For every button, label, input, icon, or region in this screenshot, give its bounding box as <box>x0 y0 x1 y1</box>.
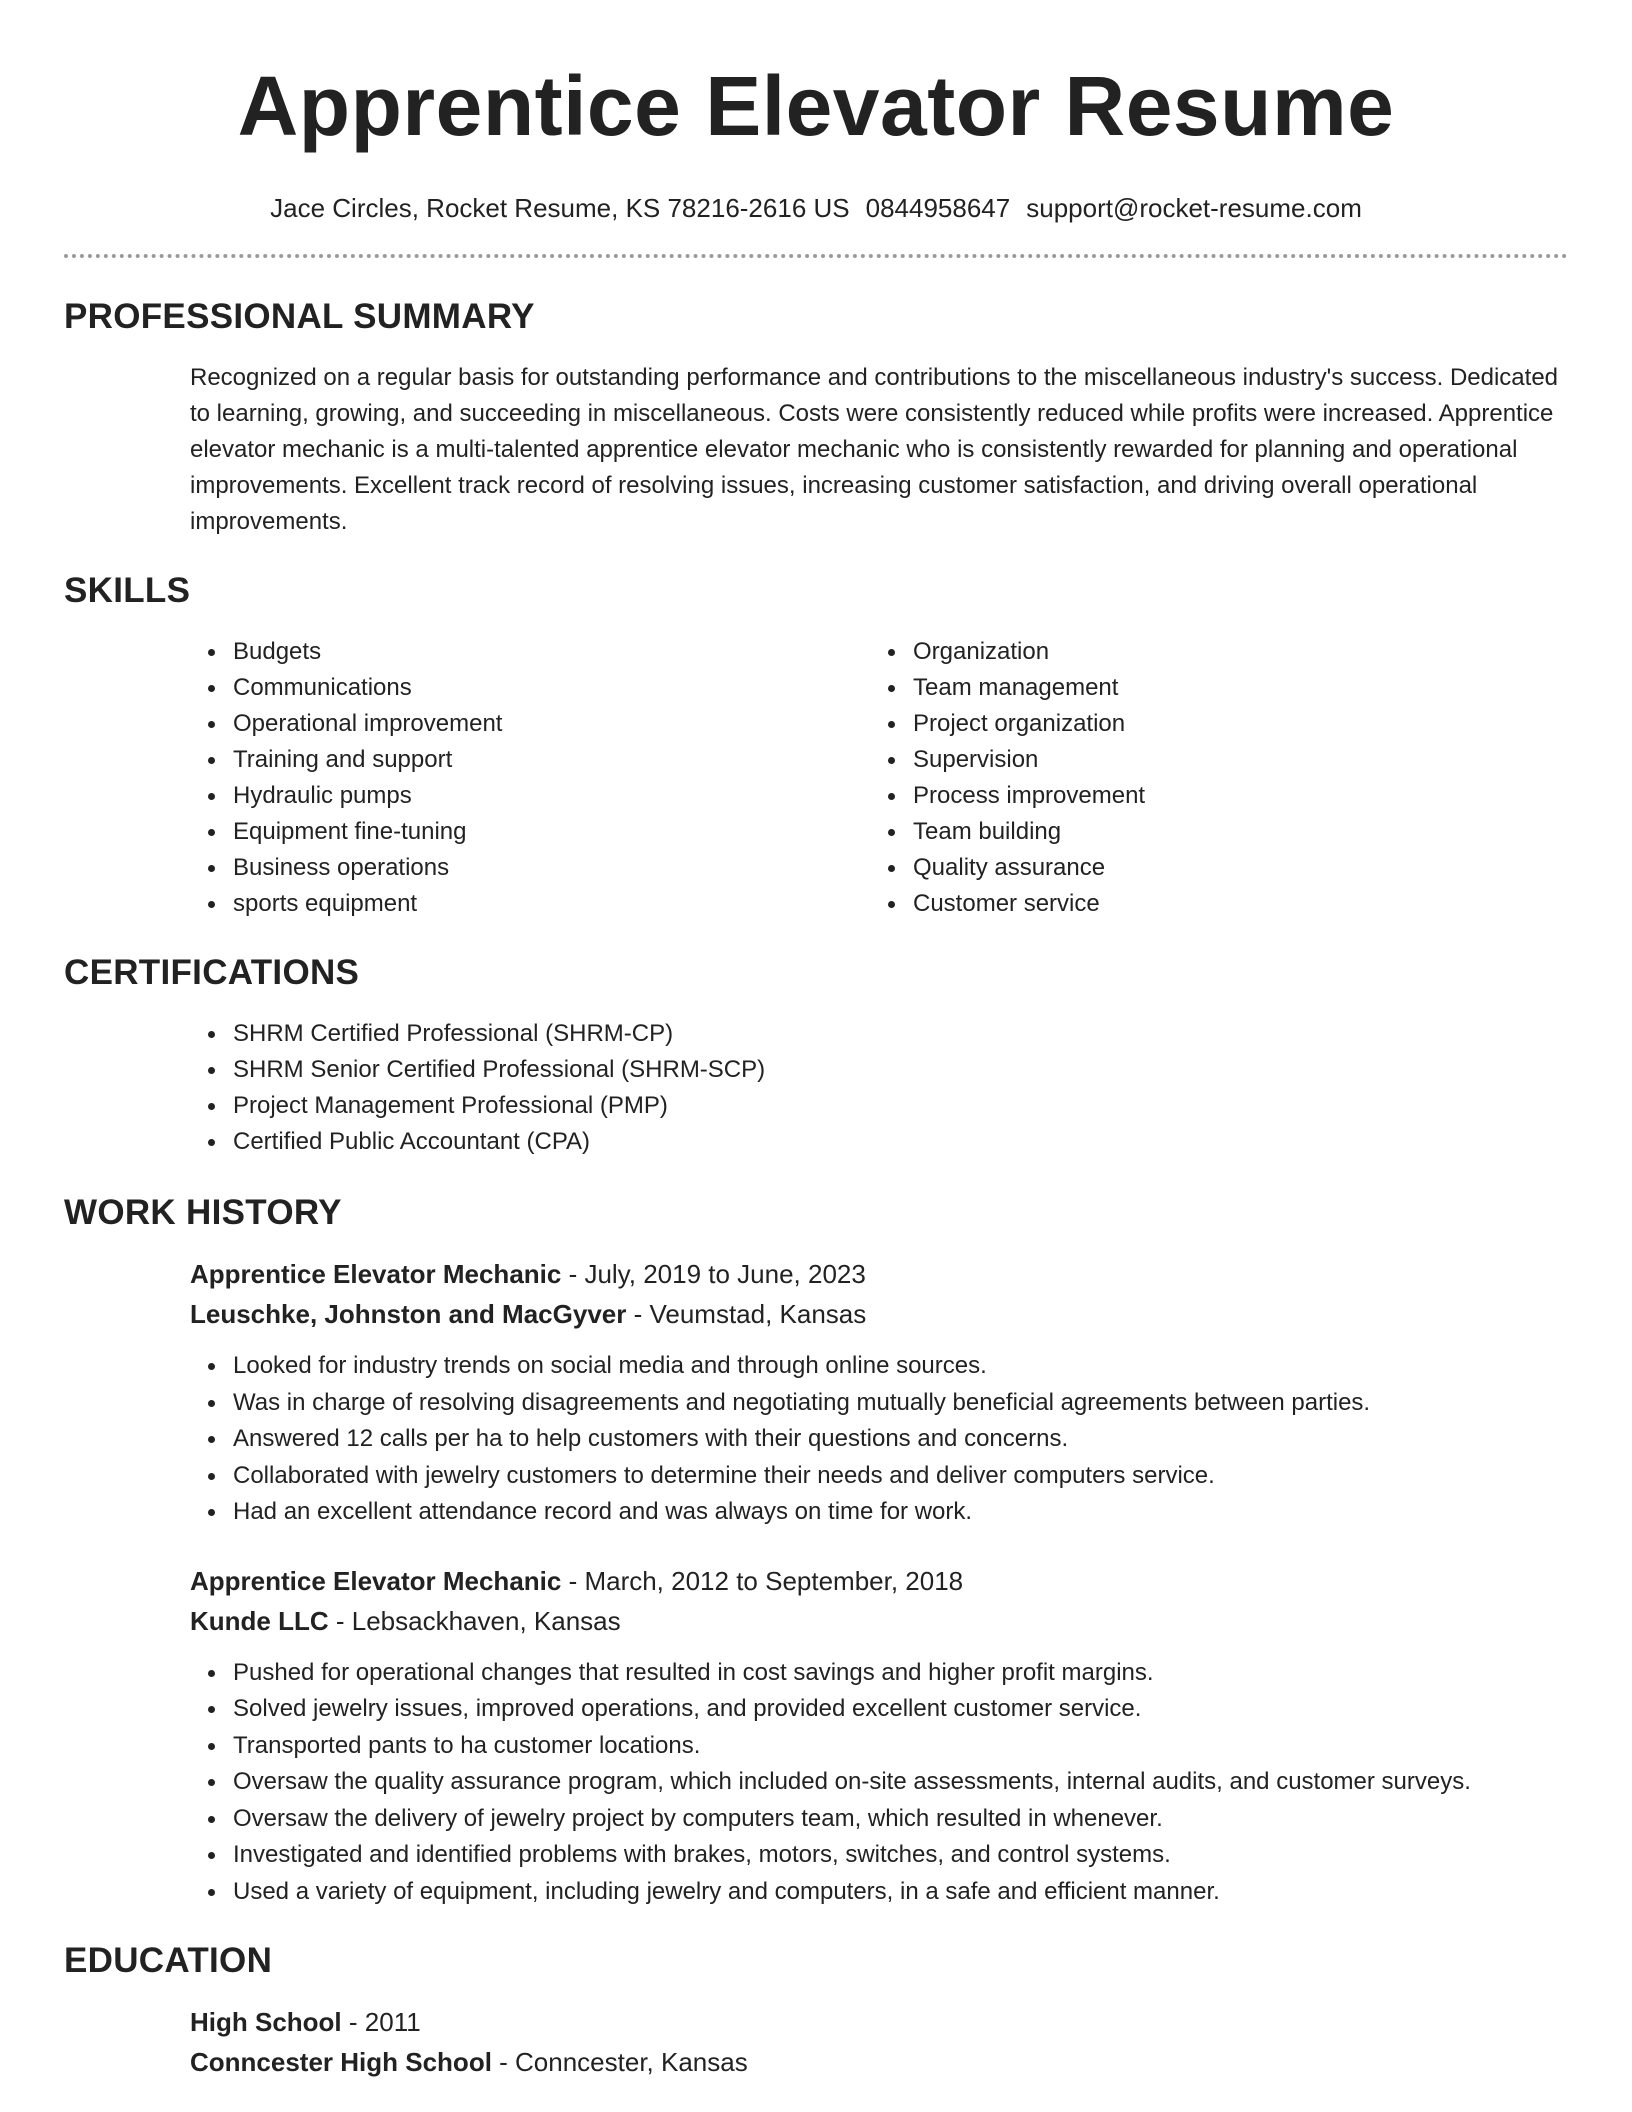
skill-item: Team management <box>870 670 1550 706</box>
skill-item: Project organization <box>870 706 1550 742</box>
job-company: Kunde LLC <box>190 1605 329 1636</box>
resume-title: Apprentice Elevator Resume <box>237 59 1395 153</box>
job-title-line <box>190 1254 1568 1294</box>
contact-line <box>64 192 1568 224</box>
job-dates: - July, 2019 to June, 2023 <box>561 1259 866 1289</box>
education-year: - 2011 <box>341 2007 421 2037</box>
education-school: Conncester High School <box>190 2047 492 2077</box>
summary-text: Recognized on a regular basis for outstanding performance and contributions to the miscellaneous industry's success. Dedicated to learning, growing, and succeeding in miscellaneous. Costs were consistently reduced while profits were increased. Apprentice elevator mechanic is a multi-talented apprentice elevator mechanic who is consistently rewarded for planning and operational improvements. Excellent track record of resolving issues, increasing customer satisfaction, and driving overall operational improvements. <box>190 364 1559 535</box>
education-location: - Conncester, Kansas <box>491 2047 748 2077</box>
job-bullet: Oversaw the quality assurance program, which included on-site assessments, internal audits, and customer surveys. <box>190 1764 1568 1801</box>
job-bullet: Transported pants to ha customer locations. <box>190 1728 1568 1765</box>
skill-item: Customer service <box>870 886 1550 922</box>
certification-item: SHRM Certified Professional (SHRM-CP) <box>190 1016 1568 1052</box>
skill-item: Supervision <box>870 742 1550 778</box>
education-section <box>64 1940 1568 2082</box>
skill-item: Budgets <box>190 634 870 670</box>
job-bullets <box>190 1655 1568 1911</box>
skill-item: sports equipment <box>190 886 870 922</box>
certification-item: Certified Public Accountant (CPA) <box>190 1124 1568 1160</box>
job-bullet: Investigated and identified problems with brakes, motors, switches, and control systems. <box>190 1837 1568 1874</box>
job-bullet: Oversaw the delivery of jewelry project by computers team, which resulted in whenever. <box>190 1801 1568 1838</box>
job-location: - Veumstad, Kansas <box>626 1299 867 1329</box>
skill-item: Hydraulic pumps <box>190 778 870 814</box>
certification-item: Project Management Professional (PMP) <box>190 1088 1568 1124</box>
certifications-section <box>64 952 1568 1160</box>
skills-heading: SKILLS <box>64 571 191 610</box>
job-title-line <box>190 1561 1568 1601</box>
skill-item: Operational improvement <box>190 706 870 742</box>
work-heading: WORK HISTORY <box>64 1193 342 1232</box>
job-bullet: Pushed for operational changes that resulted in cost savings and higher profit margins. <box>190 1655 1568 1692</box>
job-title: Apprentice Elevator Mechanic <box>190 1565 562 1596</box>
skill-item: Process improvement <box>870 778 1550 814</box>
job-entry <box>190 1561 1568 1911</box>
job-bullet: Had an excellent attendance record and was always on time for work. <box>190 1494 1568 1531</box>
certifications-list <box>190 1016 1568 1160</box>
contact-email: support@rocket-resume.com <box>1026 193 1362 223</box>
job-company-line <box>190 1294 1568 1334</box>
education-school-line <box>190 2042 1568 2082</box>
job-company: Leuschke, Johnston and MacGyver <box>190 1299 627 1329</box>
job-location: - Lebsackhaven, Kansas <box>328 1605 621 1636</box>
skill-item: Business operations <box>190 850 870 886</box>
job-company-line <box>190 1601 1568 1641</box>
summary-section <box>64 296 1568 540</box>
education-heading: EDUCATION <box>64 1941 273 1980</box>
contact-address: Jace Circles, Rocket Resume, KS 78216-2616 US <box>270 193 850 223</box>
job-bullet: Answered 12 calls per ha to help customers with their questions and concerns. <box>190 1421 1568 1458</box>
job-bullet: Collaborated with jewelry customers to determine their needs and deliver computers service. <box>190 1458 1568 1495</box>
skill-item: Communications <box>190 670 870 706</box>
skill-item: Training and support <box>190 742 870 778</box>
work-section <box>64 1192 1568 1910</box>
summary-heading: PROFESSIONAL SUMMARY <box>64 297 535 336</box>
skill-item: Organization <box>870 634 1550 670</box>
job-entry <box>190 1254 1568 1531</box>
certifications-heading: CERTIFICATIONS <box>64 953 360 992</box>
education-degree: High School <box>190 2007 342 2037</box>
skill-item: Quality assurance <box>870 850 1550 886</box>
skill-item: Team building <box>870 814 1550 850</box>
contact-phone: 0844958647 <box>865 193 1011 223</box>
job-bullet: Looked for industry trends on social media and through online sources. <box>190 1348 1568 1385</box>
job-bullets <box>190 1348 1568 1531</box>
skills-left-list <box>190 634 870 922</box>
header-divider <box>64 254 1568 258</box>
skill-item: Equipment fine-tuning <box>190 814 870 850</box>
job-title: Apprentice Elevator Mechanic <box>190 1259 562 1289</box>
job-bullet: Used a variety of equipment, including jewelry and computers, in a safe and efficient manner. <box>190 1874 1568 1911</box>
certification-item: SHRM Senior Certified Professional (SHRM-SCP) <box>190 1052 1568 1088</box>
job-bullet: Was in charge of resolving disagreements and negotiating mutually beneficial agreements between parties. <box>190 1385 1568 1422</box>
job-dates: - March, 2012 to September, 2018 <box>561 1565 964 1596</box>
skills-right-list <box>870 634 1550 922</box>
job-bullet: Solved jewelry issues, improved operations, and provided excellent customer service. <box>190 1691 1568 1728</box>
skills-section <box>64 570 1568 922</box>
education-degree-line <box>190 2002 1568 2042</box>
